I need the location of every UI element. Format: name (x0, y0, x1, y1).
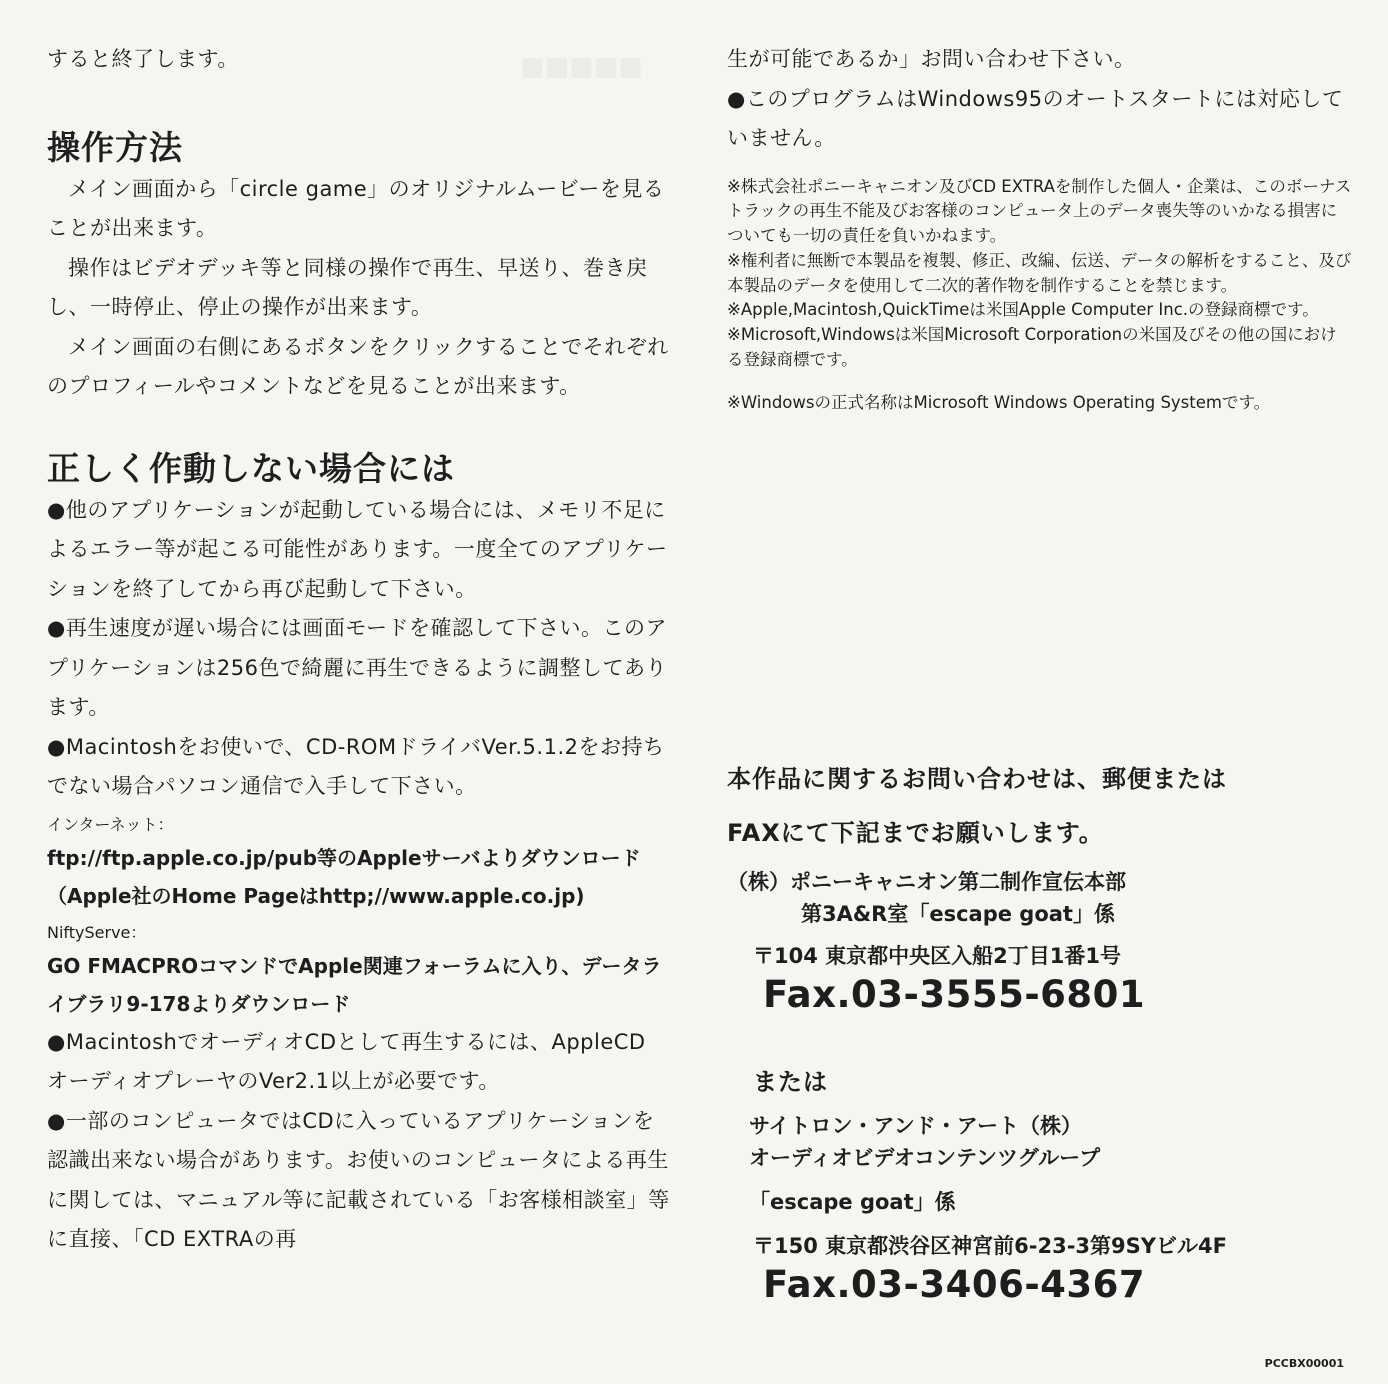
org1-name: （株）ポニーキャニオン第二制作宣伝本部 (727, 870, 1126, 894)
org2-name: サイトロン・アンド・アート（株） (749, 1114, 1083, 1138)
org1-dept: 第3A&R室「escape goat」係 (801, 902, 1115, 926)
internet-label: インターネット： (47, 814, 174, 834)
org1-address: 〒104 東京都中央区入船2丁目1番1号 (753, 944, 1121, 968)
disclaimer-note: ※株式会社ポニーキャニオン及びCD EXTRAを制作した個人・企業は、このボーナストラックの再生不能及びお客様のコンピュータ上のデータ喪失等のいかなる損害についても一切の責任を負いかねます。 (727, 176, 1352, 246)
microsoft-trademark-note: ※Microsoft,Windowsは米国Microsoft Corporationの米国及びその他の国における登録商標です。 (727, 325, 1337, 370)
catalog-number: PCCBX00001 (1264, 1357, 1344, 1370)
nifty-label: NiftyServe： (47, 922, 147, 942)
org2-address: 〒150 東京都渋谷区神宮前6-23-3第9SYビル4F (753, 1234, 1227, 1258)
right-column (727, 40, 1352, 1306)
trouble-item-memory: ●他のアプリケーションが起動している場合には、メモリ不足によるエラー等が起こる可能性があります。一度全てのアプリケーションを終了してから再び起動して下さい。 (47, 497, 668, 601)
left-column (47, 40, 672, 1260)
trouble-item-recognition: ●一部のコンピュータではCDに入っているアプリケーションを認識出来ない場合があります。お使いのコンピュータによる再生に関しては、マニュアル等に記載されている「お客様相談室」等に直接、「CD EXTRAの再 (47, 1108, 670, 1251)
windows95-autostart-note: ●このプログラムはWindows95のオートスタートには対応していません。 (727, 86, 1344, 150)
org1-fax: Fax.03-3555-6801 (763, 973, 1146, 1016)
intro-tail: すると終了します。 (47, 47, 239, 71)
trouble-item-speed: ●再生速度が遅い場合には画面モードを確認して下さい。このアプリケーションは256色で綺麗に再生できるように調整してあります。 (47, 616, 667, 719)
windows-name-note: ※Windowsの正式名称はMicrosoft Windows Operating Systemです。 (727, 392, 1271, 412)
apple-trademark-note: ※Apple,Macintosh,QuickTimeは米国Apple Computer Inc.の登録商標です。 (727, 300, 1319, 320)
operation-paragraph-2: 操作はビデオデッキ等と同様の操作で再生、早送り、巻き戻し、一時停止、停止の操作が出来ます。 (47, 255, 648, 319)
org2-group: オーディオビデオコンテンツグループ (749, 1146, 1101, 1170)
org2-dept: 「escape goat」係 (749, 1190, 956, 1214)
contact-section (727, 752, 1352, 1308)
operation-paragraph-3: メイン画面の右側にあるボタンをクリックすることでそれぞれのプロフィールやコメントなどを見ることが出来ます。 (47, 334, 669, 398)
operation-paragraph-1: メイン画面から「circle game」のオリジナルムービーを見ることが出来ます。 (47, 176, 665, 240)
contact-title-line-1: 本作品に関するお問い合わせは、郵便または (727, 765, 1227, 793)
copyright-note: ※権利者に無断で本製品を複製、修正、改編、伝送、データの解析をすること、及び本製品のデータを使用して二次的著作物を制作することを禁じます。 (727, 250, 1352, 295)
contact-title-line-2: FAXにて下記までお願いします。 (727, 819, 1104, 847)
recognition-continued: 生が可能であるか」お問い合わせ下さい。 (727, 47, 1136, 71)
internet-text: ftp://ftp.apple.co.jp/pub等のAppleサーバよりダウンロード（Apple社のHome Pageはhttp;//www.apple.co.jp) (47, 845, 641, 908)
org2-fax: Fax.03-3406-4367 (763, 1263, 1146, 1306)
trouble-item-audio-cd: ●MacintoshでオーディオCDとして再生するには、AppleCD オーディオプレーヤのVer2.1以上が必要です。 (47, 1029, 653, 1093)
trouble-heading: 正しく作動しない場合には (47, 448, 455, 488)
operation-heading: 操作方法 (47, 127, 183, 167)
nifty-text: GO FMACPROコマンドでApple関連フォーラムに入り、データライブラリ9-178よりダウンロード (47, 953, 662, 1016)
trouble-item-cdrom-driver: ●Macintoshをお使いで、CD-ROMドライバVer.5.1.2をお持ちでない場合パソコン通信で入手して下さい。 (47, 734, 665, 798)
or-label: または (753, 1068, 828, 1096)
